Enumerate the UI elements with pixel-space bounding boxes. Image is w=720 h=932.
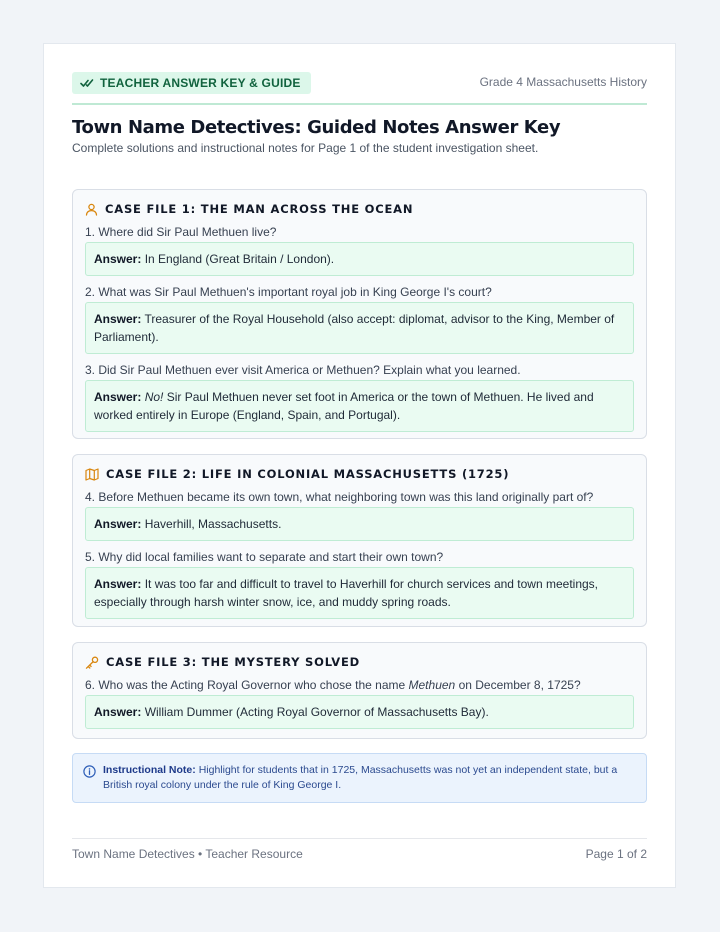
question-block [85,490,634,541]
answer-label: Answer: [94,705,142,719]
page-title: Town Name Detectives: Guided Notes Answer Key [72,117,561,138]
question-text: 2. What was Sir Paul Methuen's important royal job in King George I's court? [85,285,492,299]
footer-divider [72,838,647,839]
question-block [85,285,634,354]
case-file-title: CASE FILE 3: THE MYSTERY SOLVED [106,655,360,669]
answer-box [85,302,634,354]
answer-text: Haverhill, Massachusetts. [144,517,282,531]
answer-label: Answer: [94,390,142,404]
question-text: 3. Did Sir Paul Methuen ever visit America or Methuen? Explain what you learned. [85,363,521,377]
case-file-heading [85,466,634,482]
instructional-note [72,753,647,803]
case-file-heading [85,201,634,217]
note-label: Instructional Note: [103,764,196,776]
answer-box [85,380,634,432]
teacher-key-badge [72,72,311,94]
answer-box [85,242,634,276]
key-icon [85,656,99,669]
case-file-title: CASE FILE 2: LIFE IN COLONIAL MASSACHUSETTS (1725) [106,467,510,481]
answer-text: In England (Great Britain / London). [144,252,335,266]
case-file-2 [72,454,647,627]
case-file-title: CASE FILE 1: THE MAN ACROSS THE OCEAN [105,202,414,216]
question-text-end: on December 8, 1725? [458,678,581,692]
map-icon [85,468,99,481]
question-text-start: 6. Who was the Acting Royal Governor who chose the name [85,678,406,692]
answer-box [85,507,634,541]
case-file-heading [85,654,634,670]
question-text: 4. Before Methuen became its own town, what neighboring town was this land originally part of? [85,490,594,504]
answer-text: Sir Paul Methuen never set foot in America or the town of Methuen. He lived and worked entirely in Europe (England, Spain, and Portugal). [94,390,594,422]
question-block [85,225,634,276]
grade-label: Grade 4 Massachusetts History [479,75,647,89]
badge-label: TEACHER ANSWER KEY & GUIDE [100,76,301,90]
answer-emphasis: No! [144,390,164,404]
question-block [85,678,634,729]
answer-text: It was too far and difficult to travel to Haverhill for church services and town meetings, especially through harsh winter snow, ice, and muddy spring roads. [94,577,599,609]
question-block [85,363,634,432]
question-emphasis: Methuen [408,678,456,692]
page-header [72,72,647,94]
double-check-icon [80,78,94,88]
answer-label: Answer: [94,577,142,591]
case-file-1 [72,189,647,439]
answer-box [85,695,634,729]
note-text: Highlight for students that in 1725, Massachusetts was not yet an independent state, but a British royal colony under the rule of King George I. [103,764,618,791]
answer-label: Answer: [94,252,142,266]
person-icon [85,203,98,216]
question-text: 1. Where did Sir Paul Methuen live? [85,225,277,239]
question-text [85,678,634,693]
info-icon [83,765,96,783]
header-divider [72,103,647,105]
answer-text: Treasurer of the Royal Household (also accept: diplomat, advisor to the King, Member of Parliament). [94,312,615,344]
page-number: Page 1 of 2 [585,847,647,861]
answer-box [85,567,634,619]
answer-key-page [43,43,676,888]
answer-label: Answer: [94,312,142,326]
answer-text: William Dummer (Acting Royal Governor of Massachusetts Bay). [144,705,489,719]
answer-label: Answer: [94,517,142,531]
question-block [85,550,634,619]
case-file-3 [72,642,647,739]
footer-resource-label: Town Name Detectives • Teacher Resource [72,847,303,861]
page-subtitle: Complete solutions and instructional notes for Page 1 of the student investigation sheet. [72,141,539,155]
question-text: 5. Why did local families want to separate and start their own town? [85,550,444,564]
